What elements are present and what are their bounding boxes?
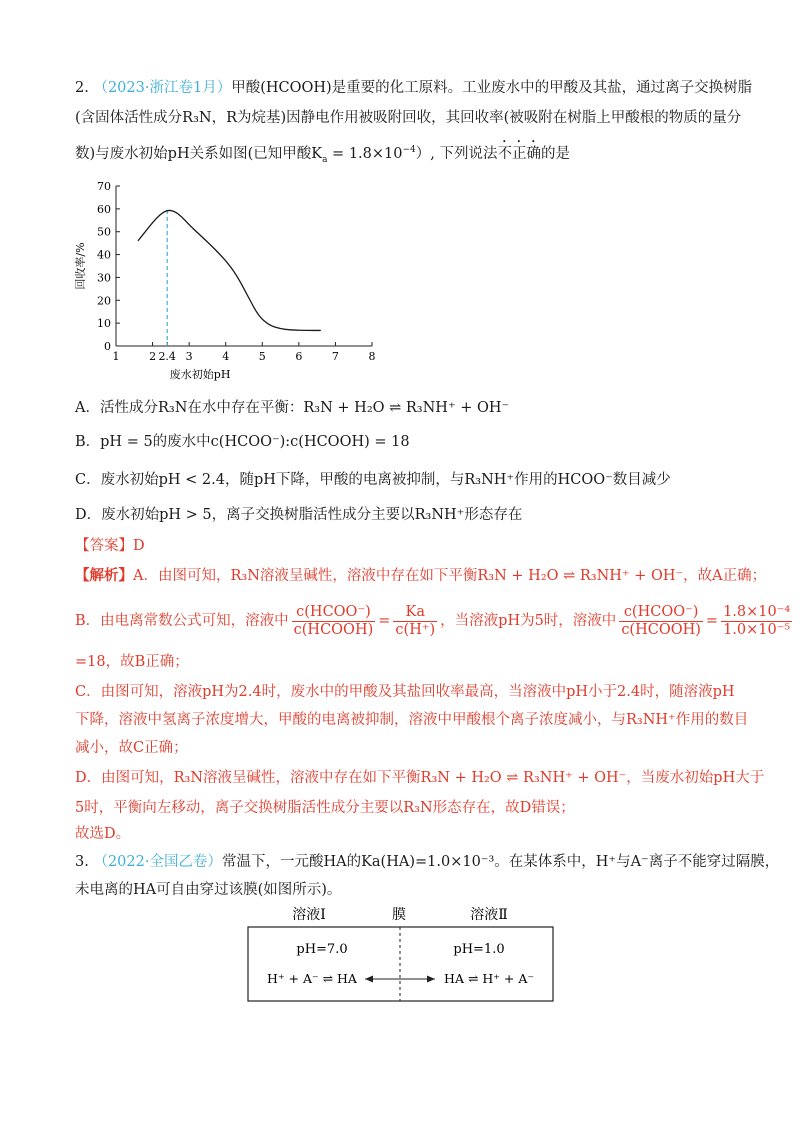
x-tick-label-2: 2 [149,350,157,363]
x-tick-label-5: 5 [258,350,266,363]
q3-stem-line1 [75,852,779,872]
q2-stem-line2: (含固体活性成分R₃N，R为烷基)因静电作用被吸附回收，其回收率(被吸附在树脂上甲酸根的物质的量分 [75,110,742,126]
y-tick-label-0: 0 [104,340,111,353]
q2-exp-c-line3: 减小，故C正确； [75,740,188,756]
frac1-den: c(HCOOH) [293,621,374,638]
fraction-ka-over-h [393,604,437,639]
q2-stem-text3a: 数)与废水初始pH关系如图(已知甲酸K [75,146,323,162]
q2-exp-b-text1: B．由电离常数公式可知，溶液中 [75,613,289,629]
q2-exp-d-line1: D．由图可知，R₃N溶液呈碱性，溶液中存在如下平衡R₃N + H₂O ⇌ R₃NH⁺ + OH⁻，当废水初始pH大于 [75,770,765,786]
q2-exp-label: 【解析】 [75,567,133,584]
q3-number: 3. [75,854,89,870]
equals-sign-2: = [705,613,719,629]
q3-stem-text1: 常温下，一元酸HA的Ka(HA)=1.0×10⁻³。在某体系中，H⁺与A⁻离子不能穿过隔膜， [221,854,780,870]
frac3-num: c(HCOO⁻) [619,604,703,622]
y-tick-label-20: 20 [97,294,111,308]
arrow-left-head [365,976,373,983]
x-tick-label-1: 1 [112,350,120,363]
q2-exp-b-text2: ，当溶液pH为5时，溶液中 [440,613,617,629]
arrow-right-head [427,976,435,983]
y-tick-label-60: 60 [97,202,111,216]
q2-exp-c-line1: C．由图可知，溶液pH为2.4时，废水中的甲酸及其盐回收率最高，当溶液中pH小于2.4时，随溶液pH [75,684,735,700]
recovery-rate-curve [138,210,321,330]
q2-option-d: D．废水初始pH > 5，离子交换树脂活性成分主要以R₃NH⁺形态存在 [75,507,523,523]
x-axis-label: 废水初始pH [169,368,231,381]
q2-stem-text3b: = 1.8×10 [327,146,403,162]
equilibrium-left: H⁺ + A⁻ ⇌ HA [267,971,357,986]
fraction-hcoo-over-hcooh [292,604,376,639]
q2-exp-b-result: =18，故B正确； [75,654,189,670]
x-tick-label-7: 7 [331,350,339,363]
y-tick-label-40: 40 [97,248,111,262]
q2-stem-line3: 数)与废水初始pH关系如图(已知甲酸$K_a = 1.8\times 10^{-4}$）, 下列说法不正确的是 [75,145,570,165]
frac2-num: Ka [393,604,437,622]
fraction-hcoo-over-hcooh-2 [619,604,703,639]
label-membrane: 膜 [392,907,406,923]
q2-exp-b [75,602,795,640]
q2-option-b: B．pH = 5的废水中c(HCOO⁻):c(HCOOH) = 18 [75,434,410,450]
frac4-num: 1.8×10⁻⁴ [723,603,791,620]
x-tick-label-4: 4 [222,350,230,363]
recovery-rate-chart [70,178,390,383]
q2-stem-line1 [75,78,752,98]
x-tick-label-8: 8 [368,350,376,363]
y-axis-label: 回收率/% [74,242,87,290]
y-tick-label-70: 70 [97,180,111,193]
x-tick-label-6: 6 [295,350,303,363]
q2-exp-d-line2: 5时，平衡向左移动，离子交换树脂活性成分主要以R₃N形态存在，故D错误； [75,800,575,816]
q2-exp-a-text: A．由图可知，R₃N溶液呈碱性，溶液中存在如下平衡R₃N + H₂O ⇌ R₃NH⁺ + OH⁻，故A正确； [133,568,767,584]
label-solution-1: 溶液Ⅰ [292,907,326,923]
frac2-den: c(H⁺) [395,621,436,638]
q2-source: （2023·浙江卷1月） [93,80,232,96]
label-solution-2: 溶液Ⅱ [470,907,508,923]
membrane-diagram [247,905,557,1005]
q2-option-a: A．活性成分R₃N在水中存在平衡：R₃N + H₂O ⇌ R₃NH⁺ + OH⁻ [75,400,510,416]
equilibrium-right: HA ⇌ H⁺ + A⁻ [444,971,534,986]
q2-answer: 【答案】D [75,538,145,554]
q2-option-c: C．废水初始pH < 2.4，随pH下降，甲酸的电离被抑制，与R₃NH⁺作用的HCOO⁻数目减少 [75,472,671,488]
q2-exp-a [75,566,766,586]
fraction-numeric [721,604,792,639]
frac3-den: c(HCOOH) [621,621,701,638]
q3-stem-line2: 未电离的HA可自由穿过该膜(如图所示)。 [75,882,342,898]
y-tick-label-50: 50 [97,225,111,239]
ph-solution-2: pH=1.0 [453,942,505,957]
equals-sign: = [378,613,391,629]
y-tick-label-30: 30 [97,271,111,285]
q2-number: 2. [75,80,89,96]
q2-exp-c-line2: 下降，溶液中氢离子浓度增大，甲酸的电离被抑制，溶液中甲酸根个离子浓度减小，与R₃NH⁺作用的数目 [75,712,749,728]
q2-stem-text3c: ）, 下列说法 [415,146,498,162]
q2-not-correct-emphasis: 不正确 [497,146,541,162]
q2-stem-text3d: 的是 [540,146,570,162]
frac1-num: c(HCOO⁻) [292,604,376,622]
y-tick-label-10: 10 [97,317,111,331]
ph-solution-1: pH=7.0 [296,942,348,957]
x-tick-label-3: 3 [185,350,193,363]
x-tick-label-2.4: 2.4 [158,350,176,363]
q3-source: （2022·全国乙卷） [93,854,222,870]
frac4-den: 1.0×10⁻⁵ [723,621,791,638]
q2-exp-conclusion: 故选D。 [75,826,131,842]
q2-stem-text1: 甲酸(HCOOH)是重要的化工原料。工业废水中的甲酸及其盐，通过离子交换树脂 [231,80,753,96]
